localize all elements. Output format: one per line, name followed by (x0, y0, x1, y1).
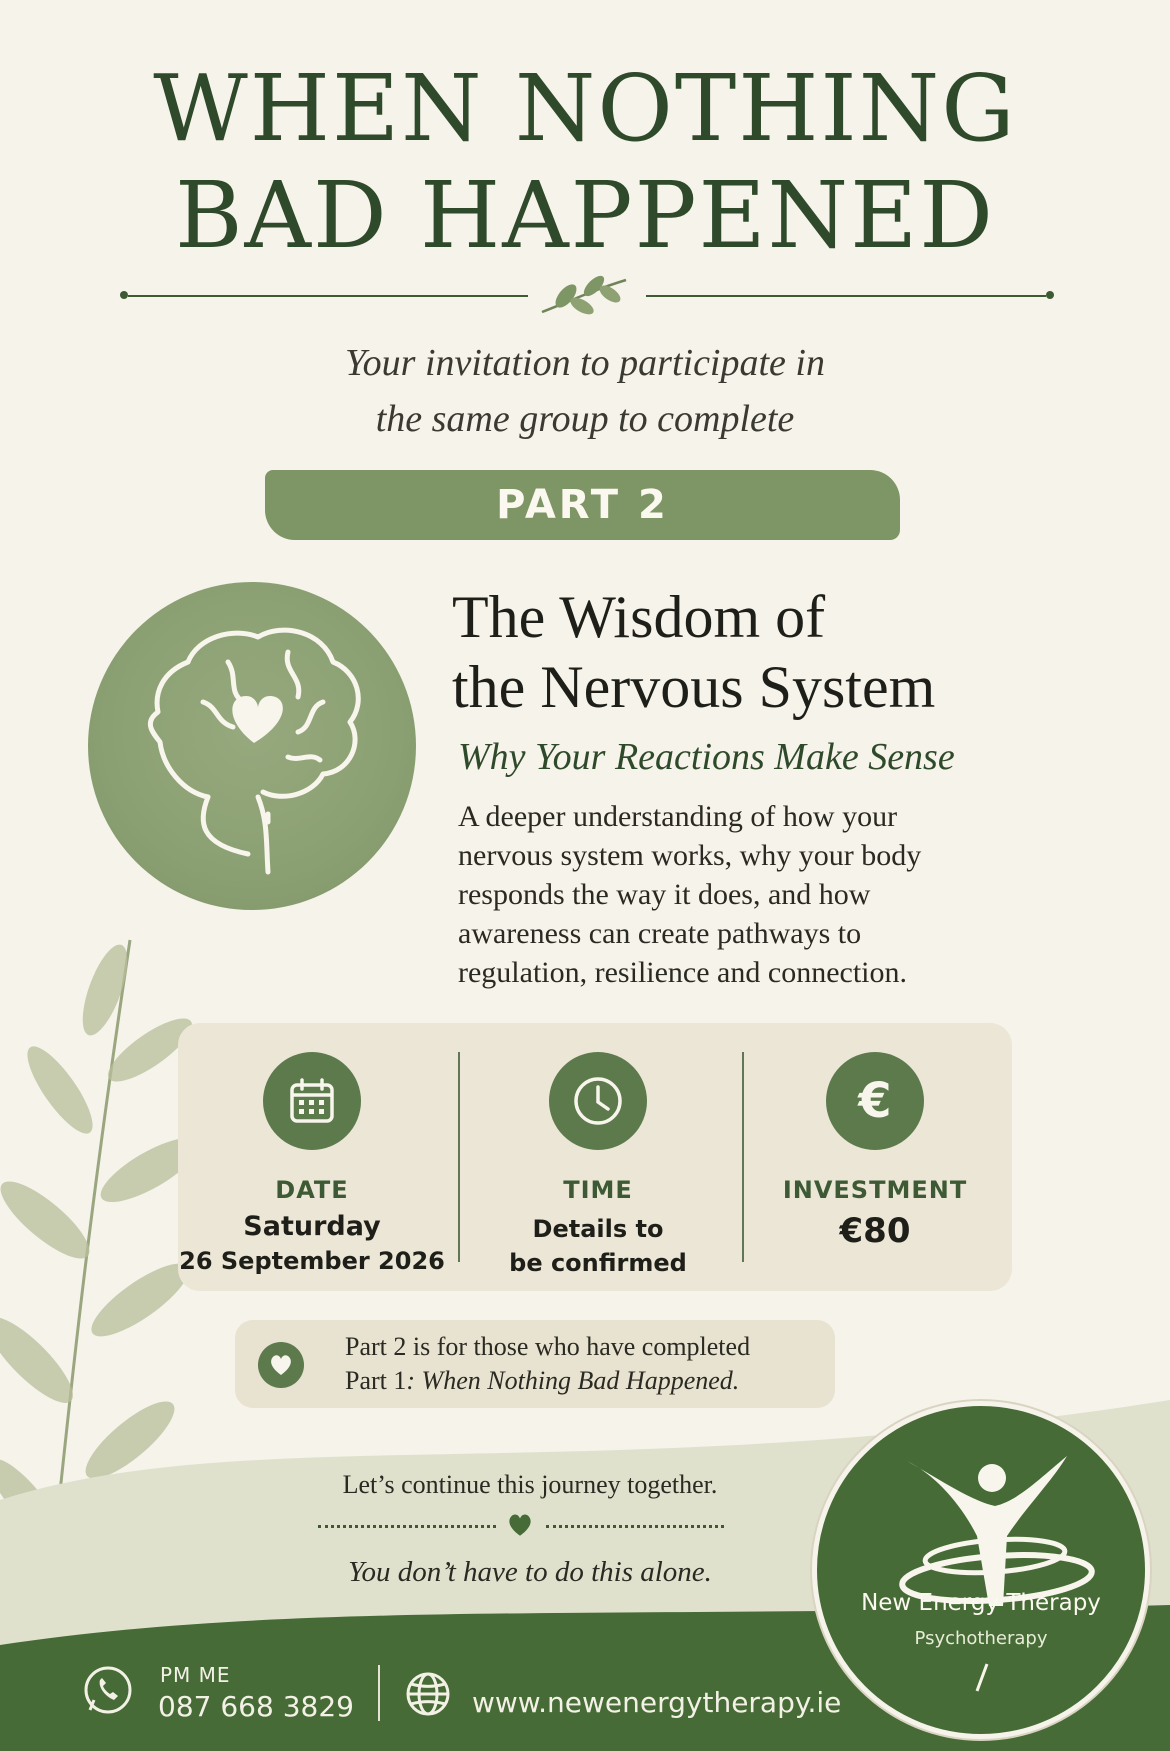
session-title-line1: The Wisdom of (452, 584, 826, 650)
website-link[interactable]: www.newenergytherapy.ie (472, 1686, 842, 1719)
investment-block (735, 1052, 1015, 1251)
logo-subtitle: Psychotherapy (914, 1628, 1048, 1649)
page-title-line1: WHEN NOTHING (153, 55, 1017, 162)
brain-heart-icon (88, 582, 416, 910)
pm-label: PM ME (160, 1663, 231, 1687)
session-title (452, 582, 1092, 722)
closing-line1: Let’s continue this journey together. (342, 1470, 718, 1499)
description-line: awareness can create pathways to (458, 917, 862, 950)
heart-icon (506, 1512, 534, 1538)
note-line2 (345, 1364, 825, 1398)
description-line: responds the way it does, and how (458, 878, 871, 911)
date-label: DATE (275, 1176, 349, 1204)
phone-icon (82, 1664, 134, 1716)
leaf-sprig-icon (538, 272, 630, 320)
euro-icon (826, 1052, 924, 1150)
session-description (458, 797, 1078, 992)
note-line1: Part 2 is for those who have completed (345, 1332, 751, 1361)
logo-name: New Energy Therapy (861, 1590, 1101, 1616)
divider-line-right (646, 295, 1046, 297)
dotted-divider-left (318, 1525, 496, 1528)
note-line2-italic: : When Nothing Bad Happened. (406, 1366, 740, 1395)
part-banner: PART 2 (265, 470, 900, 540)
note-line2-prefix: Part 1 (345, 1366, 407, 1395)
brain-illustration (88, 582, 416, 910)
calendar-icon (263, 1052, 361, 1150)
session-subtitle: Why Your Reactions Make Sense (458, 736, 955, 778)
date-full: 26 September 2026 (179, 1247, 445, 1275)
description-line: regulation, resilience and connection. (458, 956, 907, 989)
logo-badge (812, 1401, 1150, 1739)
dotted-divider-right (546, 1525, 724, 1528)
invitation-text (0, 335, 1170, 447)
invitation-line2: the same group to complete (375, 398, 795, 440)
time-label: TIME (563, 1176, 633, 1204)
closing-line2: You don’t have to do this alone. (348, 1556, 712, 1588)
logo-figure-icon (817, 1406, 1145, 1734)
time-line2: be confirmed (509, 1249, 687, 1277)
description-line: nervous system works, why your body (458, 839, 922, 872)
divider-line-left (128, 295, 528, 297)
footer-separator (378, 1665, 380, 1721)
time-line1: Details to (532, 1215, 664, 1243)
time-block (458, 1052, 738, 1280)
date-day: Saturday (243, 1211, 381, 1242)
prerequisite-text (345, 1330, 825, 1398)
investment-value: €80 (839, 1211, 911, 1251)
divider-dot-right (1046, 291, 1054, 299)
invitation-line1: Your invitation to participate in (345, 342, 825, 384)
heart-icon (258, 1342, 304, 1388)
phone-number[interactable]: 087 668 3829 (158, 1690, 354, 1723)
description-line: A deeper understanding of how your (458, 800, 898, 833)
date-block (172, 1052, 452, 1278)
divider-dot-left (120, 291, 128, 299)
page-title-line2: BAD HAPPENED (174, 162, 996, 269)
investment-label: INVESTMENT (782, 1176, 968, 1204)
session-title-line2: the Nervous System (452, 654, 936, 720)
euro-symbol: € (858, 1073, 892, 1129)
clock-icon (549, 1052, 647, 1150)
globe-icon (404, 1670, 452, 1718)
